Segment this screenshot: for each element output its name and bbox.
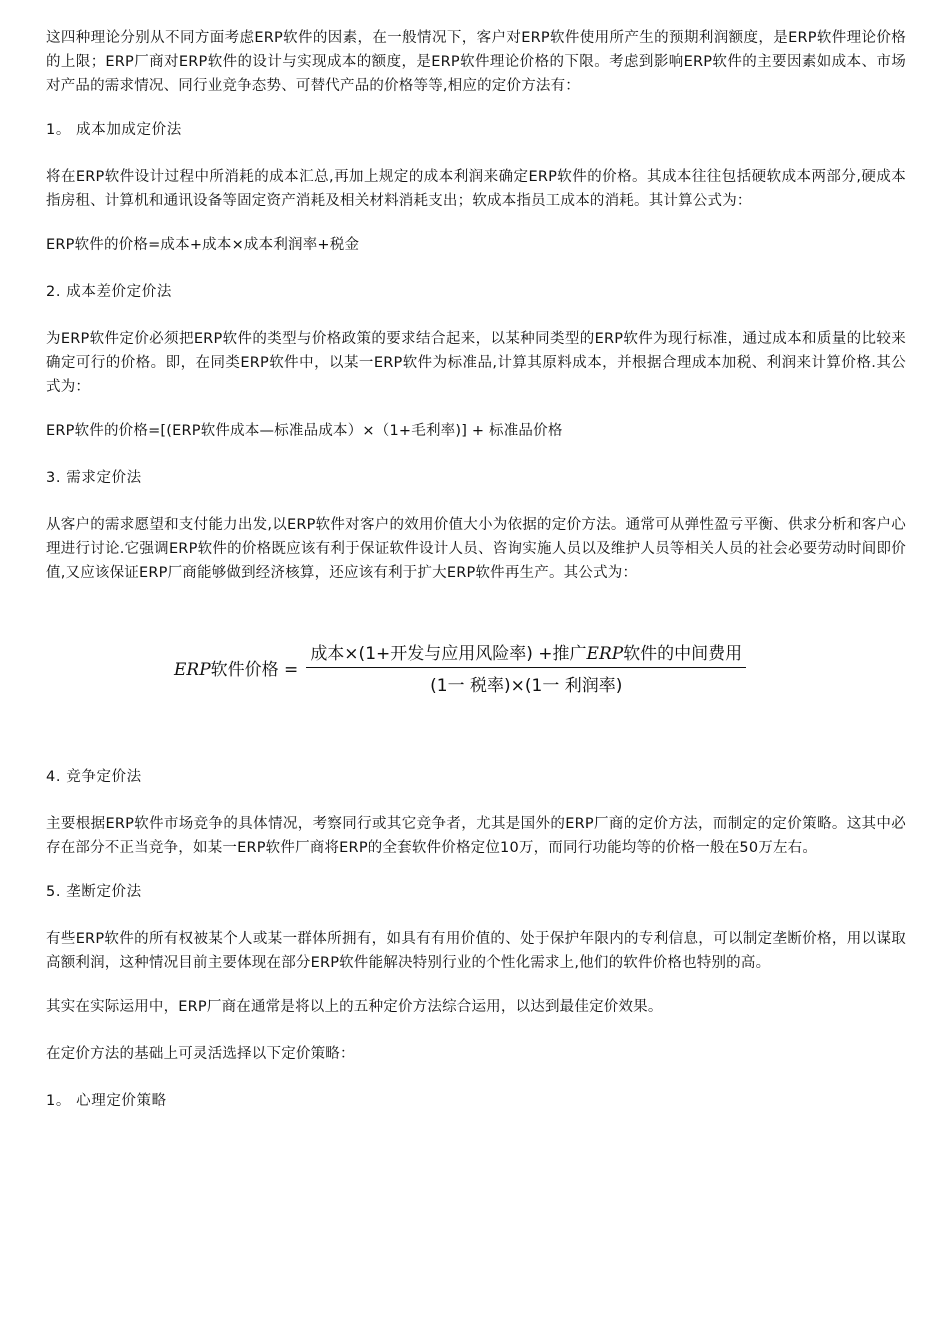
formula-equation xyxy=(174,639,746,696)
numerator-erp: ERP xyxy=(586,644,624,664)
monopoly-pricing-heading: 5. 垄断定价法 xyxy=(46,884,142,900)
competition-pricing-heading: 4. 竞争定价法 xyxy=(46,769,142,785)
numerator-part1: 成本×(1+开发与应用风险率) +推广 xyxy=(310,644,587,664)
strategy-intro-paragraph: 在定价方法的基础上可灵活选择以下定价策略： xyxy=(46,1046,355,1062)
cost-plus-paragraph: 将在ERP软件设计过程中所消耗的成本汇总,再加上规定的成本利润来确定ERP软件的价格。其成本往往包括硬软成本两部分,硬成本指房租、计算机和通讯设备等固定资产消耗及相关材料消耗支出；软成本指员工成本的消耗。其计算公式为： xyxy=(46,169,906,209)
document-page xyxy=(46,26,906,1136)
demand-pricing-heading: 3. 需求定价法 xyxy=(46,470,142,486)
competition-pricing-paragraph: 主要根据ERP软件市场竞争的具体情况，考察同行或其它竞争者，尤其是国外的ERP厂商的定价方法，而制定的定价策略。这其中必存在部分不正当竞争，如某一ERP软件厂商将ERP的全套软件价格定位10万，而同行功能均等的价格一般在50万左右。 xyxy=(46,816,906,856)
formula-numerator xyxy=(306,639,746,668)
psychological-pricing-heading: 1。 心理定价策略 xyxy=(46,1093,167,1109)
cost-difference-heading: 2. 成本差价定价法 xyxy=(46,284,172,300)
cost-difference-paragraph: 为ERP软件定价必须把ERP软件的类型与价格政策的要求结合起来，以某种同类型的ERP软件为现行标准，通过成本和质量的比较来确定可行的价格。即，在同类ERP软件中，以某一ERP软件为标准品,计算其原料成本，并根据合理成本加税、利润来计算价格.其公式为： xyxy=(46,331,906,395)
formula-lhs-erp: ERP xyxy=(174,660,211,680)
demand-pricing-formula xyxy=(46,605,906,735)
cost-plus-heading: 1。 成本加成定价法 xyxy=(46,122,182,138)
cost-difference-formula: ERP软件的价格=[(ERP软件成本—标准品成本）×（1+毛利率)] + 标准品价格 xyxy=(46,423,563,439)
cost-plus-formula: ERP软件的价格=成本+成本×成本利润率+税金 xyxy=(46,237,360,253)
monopoly-pricing-paragraph: 有些ERP软件的所有权被某个人或某一群体所拥有，如具有有用价值的、处于保护年限内的专利信息，可以制定垄断价格，用以谋取高额利润，这种情况目前主要体现在部分ERP软件能解决特别行业的个性化需求上,他们的软件价格也特别的高。 xyxy=(46,931,906,971)
formula-fraction xyxy=(306,639,746,696)
intro-paragraph: 这四种理论分别从不同方面考虑ERP软件的因素，在一般情况下，客户对ERP软件使用所产生的预期利润额度，是ERP软件理论价格的上限；ERP厂商对ERP软件的设计与实现成本的额度，是ERP软件理论价格的下限。考虑到影响ERP软件的主要因素如成本、市场对产品的需求情况、同行业竞争态势、可替代产品的价格等等,相应的定价方法有： xyxy=(46,30,906,94)
numerator-part2: 软件的中间费用 xyxy=(623,644,743,664)
formula-denominator: (1一 税率)×(1一 利润率) xyxy=(430,676,623,696)
formula-lhs xyxy=(174,655,298,680)
demand-pricing-paragraph: 从客户的需求愿望和支付能力出发,以ERP软件对客户的效用价值大小为依据的定价方法。通常可从弹性盈亏平衡、供求分析和客户心理进行讨论.它强调ERP软件的价格既应该有利于保证软件设计人员、咨询实施人员以及维护人员等相关人员的社会必要劳动时间即价值,又应该保证ERP厂商能够做到经济核算，还应该有利于扩大ERP软件再生产。其公式为： xyxy=(46,517,906,581)
formula-lhs-text: 软件价格 = xyxy=(210,660,299,680)
summary-paragraph: 其实在实际运用中，ERP厂商在通常是将以上的五种定价方法综合运用，以达到最佳定价效果。 xyxy=(46,999,663,1015)
